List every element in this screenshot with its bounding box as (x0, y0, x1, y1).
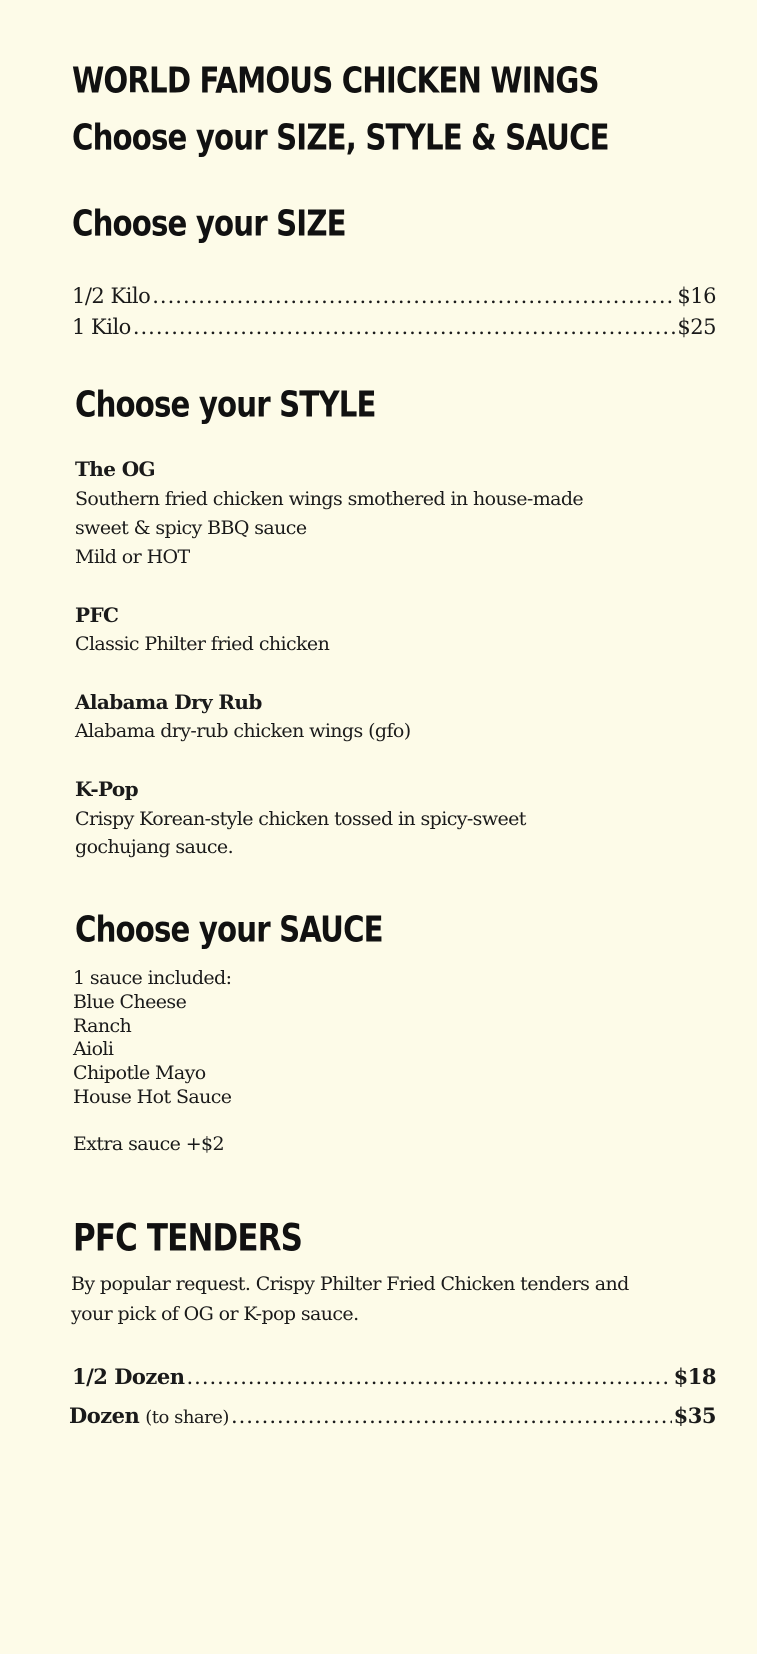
tenders-price: $18 (673, 1364, 716, 1389)
size-price: $16 (677, 284, 716, 308)
style-desc-line: gochujang sauce. (75, 836, 234, 858)
dot-leader (133, 315, 676, 339)
sauce-option: Ranch (73, 1015, 132, 1037)
sauce-option: Aioli (73, 1038, 114, 1060)
dot-leader (152, 284, 675, 308)
size-label: 1/2 Kilo (72, 284, 151, 308)
page-edge (757, 0, 773, 1654)
style-desc-line: Southern fried chicken wings smothered in house-made (75, 488, 584, 510)
style-name-alabama: Alabama Dry Rub (75, 690, 262, 714)
style-name-og: The OG (75, 457, 156, 481)
style-desc-line: Classic Philter fried chicken (75, 633, 330, 655)
dot-leader (231, 1404, 672, 1428)
style-name-kpop: K-Pop (75, 777, 139, 801)
size-item-half-kilo (72, 284, 716, 308)
sauce-option: Blue Cheese (73, 991, 187, 1013)
tenders-desc-line: By popular request. Crispy Philter Fried Chicken tenders and (71, 1273, 629, 1295)
style-desc-line: Alabama dry-rub chicken wings (gfo) (75, 720, 411, 742)
sauce-option: House Hot Sauce (73, 1086, 232, 1108)
menu-title: WORLD FAMOUS CHICKEN WINGS (72, 60, 599, 102)
size-price: $25 (677, 315, 716, 339)
sauce-heading: Choose your SAUCE (75, 909, 383, 951)
style-desc-line: Crispy Korean-style chicken tossed in spicy-sweet (75, 808, 526, 830)
style-heading: Choose your STYLE (75, 384, 376, 426)
tenders-note: (to share) (145, 1407, 229, 1428)
tenders-label: Dozen (69, 1403, 140, 1428)
tenders-desc-line: your pick of OG or K-pop sauce. (71, 1303, 359, 1325)
style-desc-line: sweet & spicy BBQ sauce (75, 517, 307, 539)
style-desc-line: Mild or HOT (75, 546, 190, 568)
dot-leader (186, 1365, 671, 1389)
tenders-heading: PFC TENDERS (73, 1217, 303, 1261)
size-item-one-kilo (72, 315, 716, 339)
size-label: 1 Kilo (72, 315, 131, 339)
tenders-price: $35 (673, 1403, 716, 1428)
tenders-item-dozen (69, 1403, 716, 1428)
style-name-pfc: PFC (75, 603, 119, 627)
sauce-option: Chipotle Mayo (73, 1062, 206, 1084)
menu-subtitle: Choose your SIZE, STYLE & SAUCE (72, 117, 609, 159)
sauce-extra: Extra sauce +$2 (73, 1133, 225, 1155)
tenders-label: 1/2 Dozen (72, 1364, 185, 1389)
tenders-item-half-dozen (72, 1364, 716, 1389)
sauce-intro: 1 sauce included: (73, 967, 232, 989)
size-heading: Choose your SIZE (72, 203, 346, 245)
